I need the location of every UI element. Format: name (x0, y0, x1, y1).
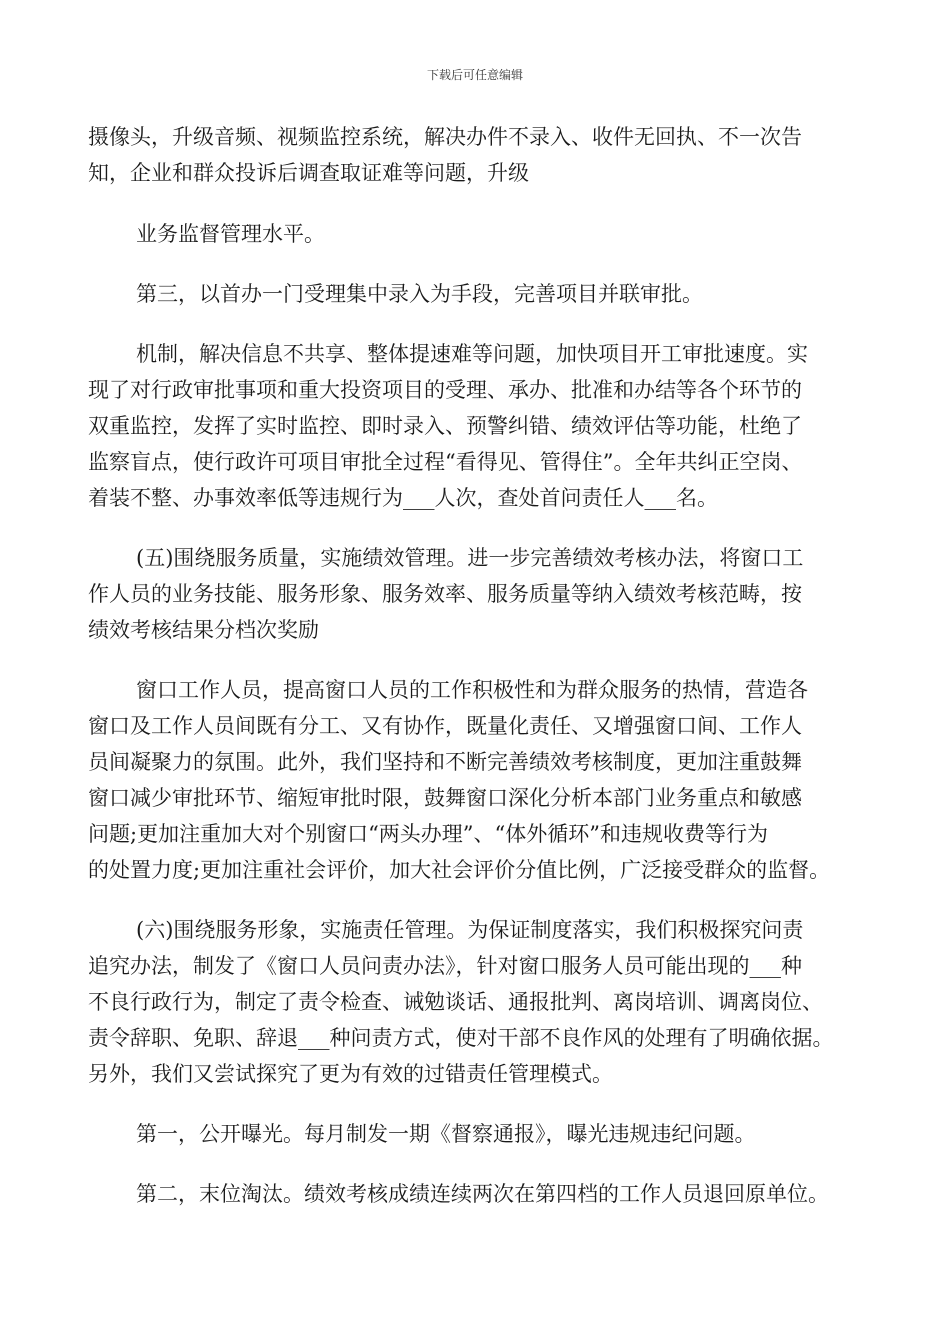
text-line: 第一，公开曝光。每月制发一期《督察通报》，曝光违规违纪问题。 (136, 1122, 756, 1146)
text-line: 窗口及工作人员间既有分工、又有协作，既量化责任、又增强窗口间、工作人 (88, 714, 802, 738)
text-line: 着装不整、办事效率低等违规行为___人次，查处首问责任人___名。 (88, 486, 718, 510)
text-line: 监察盲点，使行政许可项目审批全过程“看得见、管得住”。全年共纠正空岗、 (88, 450, 803, 474)
text-line: 第二，末位淘汰。绩效考核成绩连续两次在第四档的工作人员退回原单位。 (136, 1182, 829, 1206)
text-line: 双重监控，发挥了实时监控、即时录入、预警纠错、绩效评估等功能，杜绝了 (88, 414, 802, 438)
text-line: 不良行政行为，制定了责令检查、诫勉谈话、通报批判、离岗培训、调离岗位、 (88, 990, 823, 1014)
text-line: 作人员的业务技能、服务形象、服务效率、服务质量等纳入绩效考核范畴，按 (88, 582, 802, 606)
text-line: 现了对行政审批事项和重大投资项目的受理、承办、批准和办结等各个环节的 (88, 378, 802, 402)
page-header: 下载后可任意编辑 (426, 68, 523, 82)
text-line: 员间凝聚力的氛围。此外，我们坚持和不断完善绩效考核制度，更加注重鼓舞 (88, 750, 802, 774)
text-line: 摄像头，升级音频、视频监控系统，解决办件不录入、收件无回执、不一次告 (88, 125, 802, 149)
text-line: 业务监督管理水平。 (136, 222, 325, 246)
text-line: 窗口工作人员，提高窗口人员的工作积极性和为群众服务的热情，营造各 (136, 678, 808, 702)
text-line: 机制，解决信息不共享、整体提速难等问题，加快项目开工审批速度。实 (136, 342, 808, 366)
text-line: 第三，以首办一门受理集中录入为手段，完善项目并联审批。 (136, 282, 703, 306)
text-line: 绩效考核结果分档次奖励 (88, 618, 319, 642)
text-line: 窗口减少审批环节、缩短审批时限，鼓舞窗口深化分析本部门业务重点和敏感 (88, 786, 802, 810)
text-line: (六)围绕服务形象，实施责任管理。为保证制度落实，我们积极探究问责 (136, 918, 804, 942)
text-line: 的处置力度;更加注重社会评价，加大社会评价分值比例，广泛接受群众的监督。 (88, 858, 831, 882)
text-line: 另外，我们又尝试探究了更为有效的过错责任管理模式。 (88, 1062, 613, 1086)
text-line: 追究办法，制发了《窗口人员问责办法》，针对窗口服务人员可能出现的___种 (88, 954, 802, 978)
text-line: 知，企业和群众投诉后调查取证难等问题，升级 (88, 161, 529, 185)
text-line: 责令辞职、免职、辞退___种问责方式，使对干部不良作风的处理有了明确依据。 (88, 1026, 834, 1050)
text-line: (五)围绕服务质量，实施绩效管理。进一步完善绩效考核办法，将窗口工 (136, 546, 804, 570)
text-line: 问题;更加注重加大对个别窗口“两头办理”、“体外循环”和违规收费等行为 (88, 822, 769, 846)
